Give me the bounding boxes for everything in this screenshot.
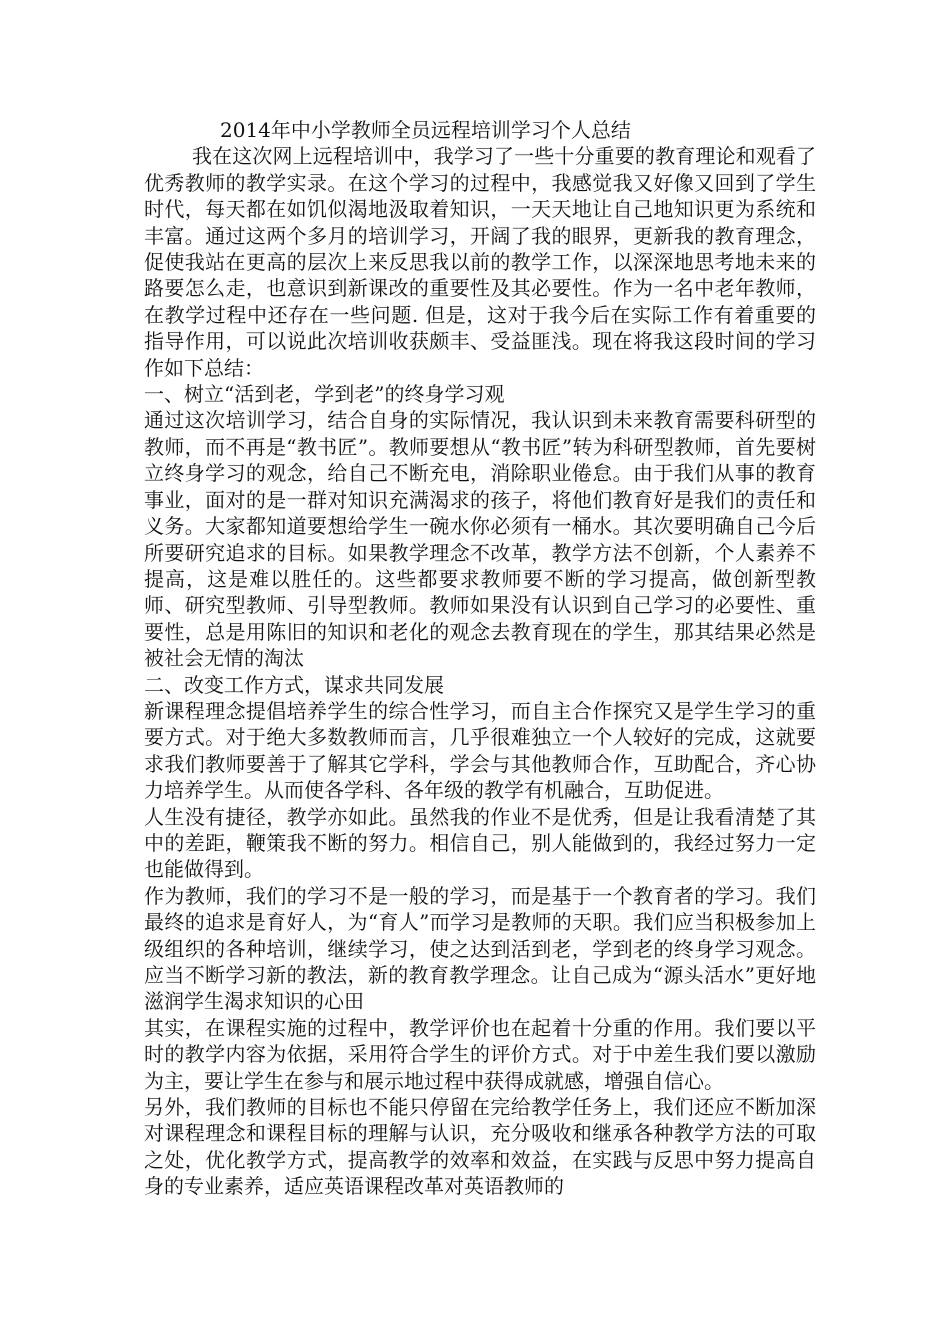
teacher-learning-paragraph: 作为教师，我们的学习不是一般的学习，而是基于一个教育者的学习。我们最终的追求是育好人，为“育人”而学习是教师的天职。我们应当积极参加上级组织的各种培训，继续学习，使之达到活到老，学到老的终身学习观念。应当不断学习新的教法，新的教育教学理念。让自己成为“源头活水”更好地滋润学生渴求知识的心田 — [144, 883, 816, 1014]
section-2-paragraph: 新课程理念提倡培养学生的综合性学习，而自主合作探究又是学生学习的重要方式。对于绝大多数教师而言，几乎很难独立一个人较好的完成，这就要求我们教师要善于了解其它学科，学会与其他教师合作，互助配合，齐心协力培养学生。从而使各学科、各年级的教学有机融合，互助促进。 — [144, 698, 816, 803]
intro-paragraph: 我在这次网上远程培训中，我学习了一些十分重要的教育理论和观看了优秀教师的教学实录。在这个学习的过程中，我感觉我又好像又回到了学生时代，每天都在如饥似渴地汲取着知识，一天天地让自己地知识更为系统和丰富。通过这两个多月的培训学习，开阔了我的眼界，更新我的教育理念，促使我站在更高的层次上来反思我以前的教学工作，以深深地思考地未来的路要怎么走，也意识到新课改的重要性及其必要性。作为一名中老年教师，在教学过程中还存在一些问题. 但是，这对于我今后在实际工作有着重要的指导作用，可以说此次培训收获颇丰、受益匪浅。现在将我这段时间的学习作如下总结： — [144, 144, 816, 380]
teacher-goal-paragraph: 另外，我们教师的目标也不能只停留在完给教学任务上，我们还应不断加深对课程理念和课程目标的理解与认识，充分吸收和继承各种教学方法的可取之处，优化教学方式，提高教学的效率和效益，在实践与反思中努力提高自身的专业素养，适应英语课程改革对英语教师的 — [144, 1095, 816, 1199]
section-1-heading: 一、树立“活到老，学到老”的终身学习观 — [144, 382, 505, 407]
document-body — [144, 117, 816, 1200]
evaluation-paragraph: 其实，在课程实施的过程中，教学评价也在起着十分重的作用。我们要以平时的教学内容为依据，采用符合学生的评价方式。对于中差生我们要以激励为主，要让学生在参与和展示地过程中获得成就感，增强自信心。 — [144, 1015, 816, 1093]
document-title: 2014年中小学教师全员远程培训学习个人总结 — [220, 118, 631, 142]
life-paragraph: 人生没有捷径，教学亦如此。虽然我的作业不是优秀，但是让我看清楚了其中的差距，鞭策我不断的努力。相信自己，别人能做到的，我经过努力一定也能做得到。 — [144, 804, 816, 882]
section-1-paragraph: 通过这次培训学习，结合自身的实际情况，我认识到未来教育需要科研型的教师，而不再是“教书匠”。教师要想从“教书匠”转为科研型教师，首先要树立终身学习的观念，给自己不断充电，消除职业倦怠。由于我们从事的教育事业，面对的是一群对知识充满渴求的孩子，将他们教育好是我们的责任和义务。大家都知道要想给学生一碗水你必须有一桶水。其次要明确自己今后所要研究追求的目标。如果教学理念不改革，教学方法不创新，个人素养不提高，这是难以胜任的。这些都要求教师要不断的学习提高，做创新型教师、研究型教师、引导型教师。教师如果没有认识到自己学习的必要性、重要性，总是用陈旧的知识和老化的观念去教育现在的学生，那其结果必然是被社会无情的淘汰 — [144, 408, 816, 671]
section-2-heading: 二、改变工作方式，谋求共同发展 — [144, 672, 444, 697]
